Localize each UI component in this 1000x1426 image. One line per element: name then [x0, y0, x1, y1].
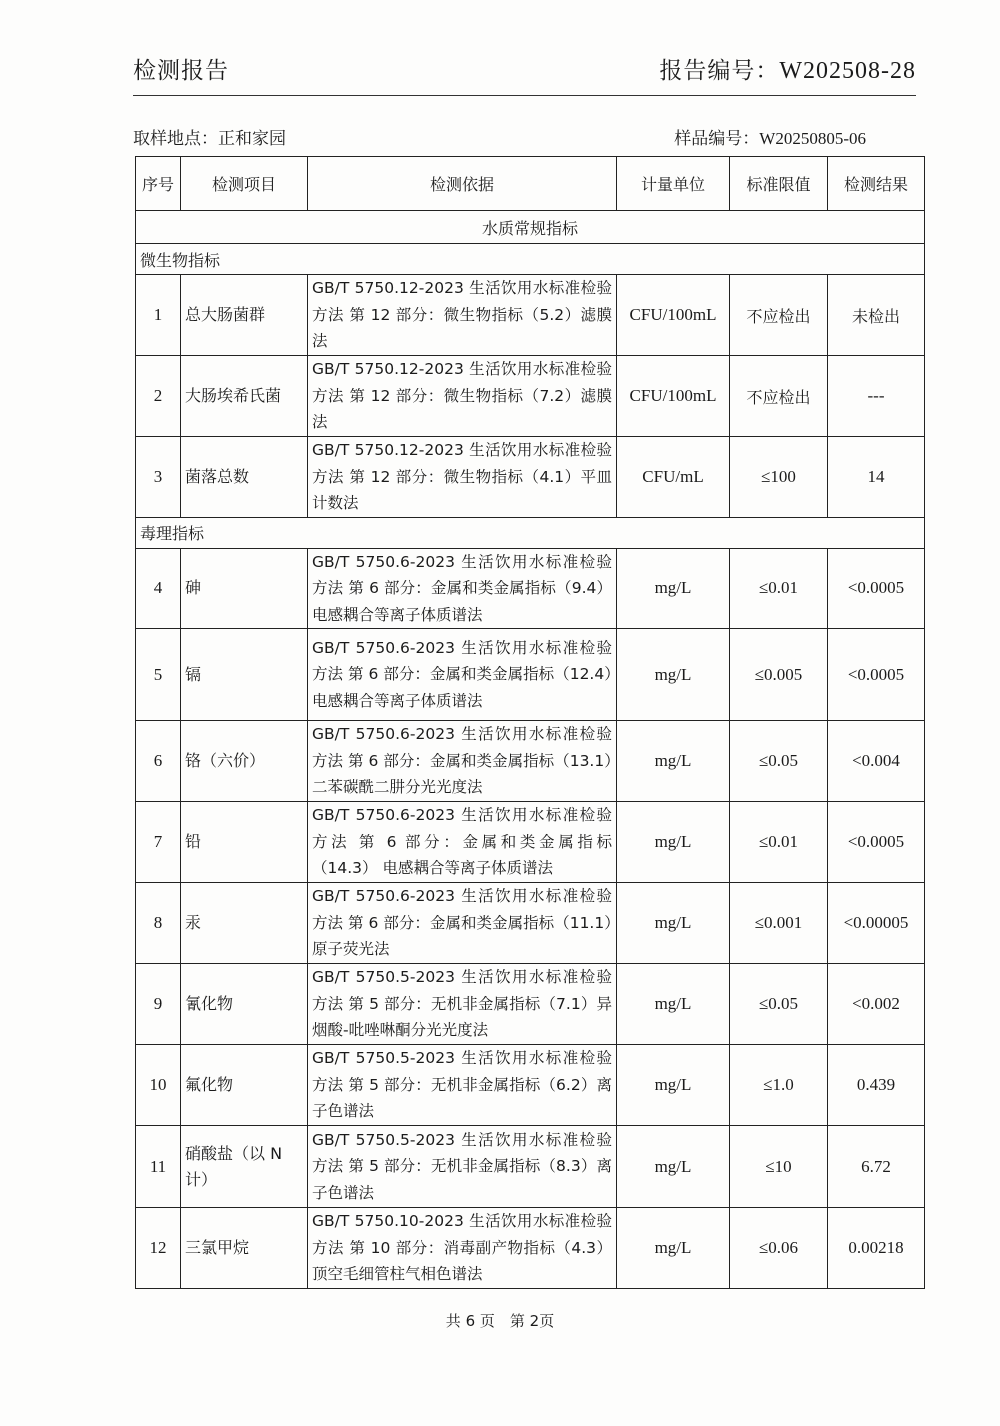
row-index: 3: [136, 437, 181, 518]
row-result: <0.002: [828, 964, 925, 1045]
row-item: 氟化物: [181, 1045, 308, 1126]
results-table: [135, 156, 925, 1289]
category-row: [136, 211, 925, 244]
row-unit: mg/L: [617, 629, 730, 721]
row-item: 硝酸盐（以 N 计）: [181, 1126, 308, 1208]
row-result: 14: [828, 437, 925, 518]
row-method: GB/T 5750.6-2023 生活饮用水标准检验方法 第 6 部分：金属和类金属指标（11.1）原子荧光法: [308, 883, 617, 964]
sampling-site-value: 正和家园: [218, 129, 286, 149]
sample-number: [674, 124, 866, 149]
row-method: GB/T 5750.5-2023 生活饮用水标准检验方法 第 5 部分：无机非金属指标（6.2）离子色谱法: [308, 1045, 617, 1126]
table-header-row: [136, 157, 925, 211]
group-label-microbial: 微生物指标: [136, 244, 925, 275]
row-unit: mg/L: [617, 802, 730, 883]
table-row: [136, 721, 925, 802]
row-index: 9: [136, 964, 181, 1045]
table-row: [136, 964, 925, 1045]
row-index: 6: [136, 721, 181, 802]
row-item: 铅: [181, 802, 308, 883]
category-label: 水质常规指标: [136, 211, 925, 244]
row-limit: ≤0.05: [730, 721, 828, 802]
report-title: 检测报告: [133, 58, 229, 84]
col-header-result: 检测结果: [828, 157, 925, 211]
row-item: 氰化物: [181, 964, 308, 1045]
row-item: 汞: [181, 883, 308, 964]
table-row: [136, 1208, 925, 1289]
row-limit: 不应检出: [730, 356, 828, 437]
page-footer: 共 6 页 第 2页: [445, 1312, 555, 1330]
row-index: 11: [136, 1126, 181, 1208]
row-method: GB/T 5750.6-2023 生活饮用水标准检验方法 第 6 部分：金属和类金属指标（13.1）二苯碳酰二肼分光光度法: [308, 721, 617, 802]
row-item: 镉: [181, 629, 308, 721]
row-method: GB/T 5750.6-2023 生活饮用水标准检验方法 第 6 部分：金属和类金属指标（9.4）电感耦合等离子体质谱法: [308, 548, 617, 629]
row-result: <0.00005: [828, 883, 925, 964]
sampling-site: [133, 124, 286, 149]
row-index: 5: [136, 629, 181, 721]
row-method: GB/T 5750.12-2023 生活饮用水标准检验方法 第 12 部分：微生物指标（4.1）平皿计数法: [308, 437, 617, 518]
row-limit: ≤0.005: [730, 629, 828, 721]
row-result: 6.72: [828, 1126, 925, 1208]
row-limit: ≤0.001: [730, 883, 828, 964]
col-header-item: 检测项目: [181, 157, 308, 211]
row-unit: mg/L: [617, 548, 730, 629]
row-unit: mg/L: [617, 1045, 730, 1126]
header-divider: [133, 95, 916, 96]
row-item: 大肠埃希氏菌: [181, 356, 308, 437]
row-unit: mg/L: [617, 964, 730, 1045]
row-item: 菌落总数: [181, 437, 308, 518]
table-row: [136, 629, 925, 721]
row-unit: mg/L: [617, 721, 730, 802]
row-index: 8: [136, 883, 181, 964]
group-row: [136, 517, 925, 548]
row-unit: CFU/100mL: [617, 356, 730, 437]
row-method: GB/T 5750.5-2023 生活饮用水标准检验方法 第 5 部分：无机非金属指标（8.3）离子色谱法: [308, 1126, 617, 1208]
group-label-toxicology: 毒理指标: [136, 517, 925, 548]
table-row: [136, 275, 925, 356]
row-item: 三氯甲烷: [181, 1208, 308, 1289]
row-item: 总大肠菌群: [181, 275, 308, 356]
row-method: GB/T 5750.5-2023 生活饮用水标准检验方法 第 5 部分：无机非金属指标（7.1）异烟酸-吡唑啉酮分光光度法: [308, 964, 617, 1045]
row-index: 4: [136, 548, 181, 629]
row-result: <0.0005: [828, 629, 925, 721]
row-result: ---: [828, 356, 925, 437]
row-index: 7: [136, 802, 181, 883]
row-method: GB/T 5750.12-2023 生活饮用水标准检验方法 第 12 部分：微生物指标（5.2）滤膜法: [308, 275, 617, 356]
row-unit: mg/L: [617, 883, 730, 964]
report-number-value: W202508-28: [779, 58, 916, 84]
report-number: [659, 52, 916, 85]
row-result: <0.0005: [828, 548, 925, 629]
row-unit: CFU/mL: [617, 437, 730, 518]
row-item: 铬（六价）: [181, 721, 308, 802]
row-result: <0.004: [828, 721, 925, 802]
sample-number-value: W20250805-06: [759, 129, 866, 148]
row-method: GB/T 5750.6-2023 生活饮用水标准检验方法 第 6 部分：金属和类金属指标（14.3） 电感耦合等离子体质谱法: [308, 802, 617, 883]
table-row: [136, 802, 925, 883]
col-header-limit: 标准限值: [730, 157, 828, 211]
sample-number-label: 样品编号：: [674, 129, 760, 149]
col-header-method: 检测依据: [308, 157, 617, 211]
row-item: 砷: [181, 548, 308, 629]
table-row: [136, 883, 925, 964]
group-row: [136, 244, 925, 275]
row-unit: CFU/100mL: [617, 275, 730, 356]
table-row: [136, 356, 925, 437]
row-result: 0.439: [828, 1045, 925, 1126]
table-row: [136, 1126, 925, 1208]
col-header-index: 序号: [136, 157, 181, 211]
row-limit: ≤0.01: [730, 802, 828, 883]
row-method: GB/T 5750.12-2023 生活饮用水标准检验方法 第 12 部分：微生物指标（7.2）滤膜法: [308, 356, 617, 437]
row-result: 0.00218: [828, 1208, 925, 1289]
row-index: 10: [136, 1045, 181, 1126]
row-unit: mg/L: [617, 1208, 730, 1289]
row-result: <0.0005: [828, 802, 925, 883]
row-limit: ≤0.06: [730, 1208, 828, 1289]
row-result: 未检出: [828, 275, 925, 356]
row-limit: ≤100: [730, 437, 828, 518]
row-unit: mg/L: [617, 1126, 730, 1208]
row-method: GB/T 5750.6-2023 生活饮用水标准检验方法 第 6 部分：金属和类金属指标（12.4）电感耦合等离子体质谱法: [308, 629, 617, 721]
row-limit: ≤0.01: [730, 548, 828, 629]
table-row: [136, 1045, 925, 1126]
table-row: [136, 548, 925, 629]
table-row: [136, 437, 925, 518]
row-limit: ≤0.05: [730, 964, 828, 1045]
row-method: GB/T 5750.10-2023 生活饮用水标准检验方法 第 10 部分：消毒副产物指标（4.3）顶空毛细管柱气相色谱法: [308, 1208, 617, 1289]
row-index: 12: [136, 1208, 181, 1289]
row-index: 2: [136, 356, 181, 437]
sampling-site-label: 取样地点：: [133, 129, 218, 149]
col-header-unit: 计量单位: [617, 157, 730, 211]
row-index: 1: [136, 275, 181, 356]
report-number-label: 报告编号：: [659, 58, 780, 84]
row-limit: ≤1.0: [730, 1045, 828, 1126]
row-limit: 不应检出: [730, 275, 828, 356]
row-limit: ≤10: [730, 1126, 828, 1208]
